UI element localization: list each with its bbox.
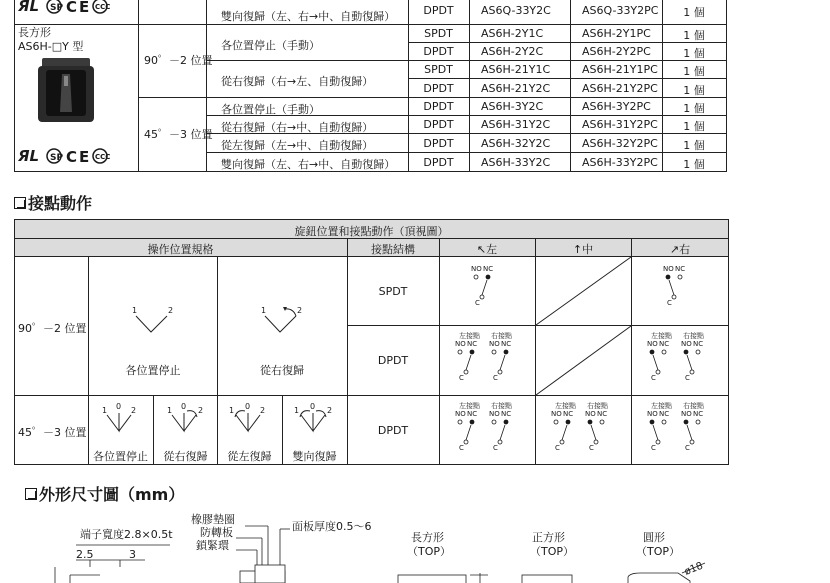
svg-text:SP: SP: [50, 3, 64, 13]
svg-text:NO: NO: [681, 340, 692, 348]
section-dims-title: 外形尺寸圖（mm）: [25, 482, 184, 505]
model-cell-qty: 1 個: [683, 65, 705, 78]
model-cell-m2: AS6H-21Y2PC: [582, 82, 658, 95]
svg-text:C: C: [459, 374, 464, 382]
svg-text:C: C: [66, 148, 78, 166]
switch-photo: [36, 56, 96, 124]
op-row-8: 雙向復歸（左、右→中、自動復歸）: [221, 158, 396, 171]
contact-symbol-90-dpdt-left: [439, 326, 535, 395]
row-90-label: 90゜－2 位置: [18, 322, 87, 335]
svg-text:NO: NO: [663, 265, 674, 273]
svg-text:長方形: 長方形: [411, 531, 444, 544]
svg-text:C: C: [475, 299, 480, 307]
svg-text:右接點: 右接點: [683, 332, 704, 340]
label-left-return-45: 從左復歸: [227, 450, 272, 463]
model-cell-m2: AS6H-2Y1PC: [582, 27, 651, 40]
svg-text:面板厚度0.5～6: 面板厚度0.5～6: [292, 520, 372, 533]
svg-text:鎖緊環: 鎖緊環: [196, 539, 229, 552]
op-row-7: 從左復歸（左→中、自動復歸）: [221, 139, 374, 152]
svg-text:C: C: [667, 299, 672, 307]
label-right-return-90: 從右復歸: [260, 364, 304, 377]
col-left: ↖左: [476, 243, 498, 256]
group-45-label: 45゜－3 位置: [144, 128, 213, 141]
svg-text:C: C: [589, 444, 594, 452]
op-row-1: 各位置停止（手動）: [221, 39, 320, 52]
dpdt-label-90: DPDT: [377, 354, 409, 367]
group-90-label: 90゜－2 位置: [144, 54, 213, 67]
svg-text:NO: NO: [647, 410, 658, 418]
diagram-45-left-return: [217, 395, 282, 445]
svg-text:正方形: 正方形: [532, 531, 565, 544]
svg-text:右接點: 右接點: [683, 402, 704, 410]
svg-text:CCC: CCC: [95, 3, 111, 11]
cert-marks-bottom: [16, 146, 126, 166]
dimension-drawing: [0, 505, 830, 583]
svg-text:NC: NC: [501, 410, 512, 418]
contact-table: [14, 219, 729, 465]
svg-text:NC: NC: [501, 340, 512, 348]
op-row-6: 從右復歸（右→中、自動復歸）: [221, 121, 374, 134]
model-cell-m1: AS6Q-33Y2C: [481, 4, 551, 17]
svg-text:ø18: ø18: [683, 560, 705, 578]
model-cell-qty: 1 個: [683, 158, 705, 171]
model-cell-qty: 1 個: [683, 47, 705, 60]
svg-text:右接點: 右接點: [491, 402, 512, 410]
svg-text:C: C: [459, 444, 464, 452]
svg-text:2: 2: [297, 306, 303, 315]
svg-text:圓形: 圓形: [643, 531, 665, 544]
svg-text:C: C: [685, 444, 690, 452]
cert-marks-top: [16, 0, 126, 16]
model-cell-m2: AS6H-2Y2PC: [582, 45, 651, 58]
col-right: ↗右: [669, 243, 691, 256]
model-cell-m1: AS6H-2Y2C: [481, 45, 544, 58]
label-dual-return-45: 雙向復歸: [292, 450, 337, 463]
model-cell-m2: AS6H-32Y2PC: [582, 137, 658, 150]
svg-text:（TOP）: （TOP）: [636, 545, 681, 558]
model-cell-m2: AS6H-21Y1PC: [582, 63, 658, 76]
model-cell-qty: 1 個: [683, 29, 705, 42]
svg-text:NC: NC: [483, 265, 494, 273]
svg-text:CCC: CCC: [95, 153, 111, 161]
row-45-label: 45゜－3 位置: [18, 426, 87, 439]
model-cell-m1: AS6H-33Y2C: [481, 156, 551, 169]
contact-symbol-90-spdt-right: [631, 257, 729, 325]
model-cell-m1: AS6H-31Y2C: [481, 118, 551, 131]
model-cell-contact: DPDT: [423, 156, 454, 169]
dpdt-label-45: DPDT: [377, 424, 409, 437]
diagram-45-dual-return: [282, 395, 347, 445]
svg-text:1: 1: [261, 306, 267, 315]
svg-text:NC: NC: [467, 410, 478, 418]
svg-text:E: E: [79, 148, 90, 166]
model-cell-qty: 1 個: [683, 120, 705, 133]
svg-text:1: 1: [102, 406, 108, 415]
model-cell-qty: 1 個: [683, 102, 705, 115]
model-cell-contact: DPDT: [423, 4, 454, 17]
model-cell-m2: AS6H-31Y2PC: [582, 118, 658, 131]
svg-text:ЯL: ЯL: [18, 147, 40, 165]
model-cell-contact: DPDT: [423, 82, 454, 95]
model-cell-contact: SPDT: [424, 27, 453, 40]
svg-text:3: 3: [129, 548, 136, 561]
label-right-return-45: 從右復歸: [163, 450, 208, 463]
svg-text:SP: SP: [50, 153, 64, 163]
col-spec: 操作位置規格: [147, 243, 214, 256]
svg-text:左接點: 左接點: [459, 402, 480, 410]
model-cell-qty: 1 個: [683, 6, 705, 19]
svg-text:2: 2: [168, 306, 174, 315]
op-row-0: 雙向復歸（左、右→中、自動復歸）: [221, 10, 396, 23]
svg-text:2: 2: [198, 406, 204, 415]
model-cell-m1: AS6H-3Y2C: [481, 100, 544, 113]
svg-text:0: 0: [245, 402, 251, 411]
svg-text:0: 0: [181, 402, 187, 411]
svg-text:（TOP）: （TOP）: [530, 545, 575, 558]
svg-text:0: 0: [310, 402, 316, 411]
col-struct: 接點結構: [371, 243, 415, 256]
svg-text:端子寬度2.8×0.5t: 端子寬度2.8×0.5t: [80, 528, 173, 541]
section-contact-title: 接點動作: [14, 191, 92, 214]
contact-symbol-45-dpdt-right: [631, 396, 729, 465]
contact-symbol-90-spdt-left: [439, 257, 535, 325]
svg-text:左接點: 左接點: [555, 402, 576, 410]
checkbox-bullet-icon: [25, 488, 37, 500]
contact-symbol-45-dpdt-mid: [535, 396, 631, 465]
svg-text:（TOP）: （TOP）: [407, 545, 452, 558]
svg-text:1: 1: [167, 406, 173, 415]
svg-text:NO: NO: [681, 410, 692, 418]
svg-text:橡膠墊圈: 橡膠墊圈: [191, 513, 235, 526]
svg-text:2: 2: [327, 406, 333, 415]
svg-text:C: C: [651, 444, 656, 452]
svg-text:2: 2: [260, 406, 266, 415]
svg-text:NO: NO: [455, 340, 466, 348]
svg-text:防轉板: 防轉板: [200, 526, 233, 539]
diagram-45-right-return: [153, 395, 218, 445]
model-cell-m1: AS6H-21Y2C: [481, 82, 551, 95]
model-cell-m2: AS6H-33Y2PC: [582, 156, 658, 169]
checkbox-bullet-icon: [14, 197, 26, 209]
svg-text:C: C: [66, 0, 78, 16]
svg-text:NO: NO: [551, 410, 562, 418]
svg-text:NC: NC: [675, 265, 686, 273]
svg-text:NC: NC: [659, 340, 670, 348]
model-cell-contact: SPDT: [424, 63, 453, 76]
model-cell-contact: DPDT: [423, 137, 454, 150]
svg-text:NO: NO: [585, 410, 596, 418]
svg-text:NC: NC: [597, 410, 608, 418]
svg-text:C: C: [493, 444, 498, 452]
svg-text:左接點: 左接點: [651, 332, 672, 340]
contact-symbol-45-dpdt-left: [439, 396, 535, 465]
svg-text:2: 2: [131, 406, 137, 415]
svg-text:NO: NO: [647, 340, 658, 348]
svg-text:NC: NC: [693, 410, 704, 418]
svg-text:1: 1: [132, 306, 138, 315]
svg-text:左接點: 左接點: [651, 402, 672, 410]
svg-text:右接點: 右接點: [491, 332, 512, 340]
label-each-stop-90: 各位置停止: [125, 364, 181, 377]
svg-text:NC: NC: [563, 410, 574, 418]
model-table: [14, 0, 727, 172]
contact-symbol-90-dpdt-right: [631, 326, 729, 395]
shape-label: 長方形: [18, 26, 51, 39]
svg-text:NO: NO: [455, 410, 466, 418]
svg-text:NC: NC: [693, 340, 704, 348]
model-cell-m1: AS6H-21Y1C: [481, 63, 551, 76]
svg-text:C: C: [651, 374, 656, 382]
col-mid: ↑中: [572, 243, 594, 256]
svg-text:1: 1: [294, 406, 300, 415]
model-cell-m1: AS6H-2Y1C: [481, 27, 544, 40]
svg-text:左接點: 左接點: [459, 332, 480, 340]
svg-text:右接點: 右接點: [587, 402, 608, 410]
model-cell-m2: AS6Q-33Y2PC: [582, 4, 659, 17]
svg-text:C: C: [493, 374, 498, 382]
svg-text:C: C: [555, 444, 560, 452]
model-cell-contact: DPDT: [423, 118, 454, 131]
op-row-3: 從右復歸（右→左、自動復歸）: [221, 75, 374, 88]
svg-text:ЯL: ЯL: [18, 0, 40, 15]
model-cell-m2: AS6H-3Y2PC: [582, 100, 651, 113]
model-cell-m1: AS6H-32Y2C: [481, 137, 551, 150]
svg-text:E: E: [79, 0, 90, 16]
svg-text:NC: NC: [659, 410, 670, 418]
svg-text:NC: NC: [467, 340, 478, 348]
label-each-stop-45: 各位置停止: [93, 450, 148, 463]
spdt-label: SPDT: [378, 285, 408, 298]
op-row-5: 各位置停止（手動）: [221, 103, 320, 116]
contact-header-main: 旋鈕位置和接點動作（頂視圖）: [294, 225, 449, 238]
model-cell-contact: DPDT: [423, 45, 454, 58]
svg-text:C: C: [685, 374, 690, 382]
svg-text:NO: NO: [489, 410, 500, 418]
svg-text:1: 1: [229, 406, 235, 415]
diagram-45-each-stop: [88, 395, 153, 445]
svg-text:2.5: 2.5: [76, 548, 94, 561]
svg-text:NO: NO: [471, 265, 482, 273]
model-label: AS6H-□Y 型: [18, 40, 84, 53]
model-cell-qty: 1 個: [683, 139, 705, 152]
svg-text:NO: NO: [489, 340, 500, 348]
svg-text:0: 0: [116, 402, 122, 411]
model-cell-qty: 1 個: [683, 84, 705, 97]
model-cell-contact: DPDT: [423, 100, 454, 113]
